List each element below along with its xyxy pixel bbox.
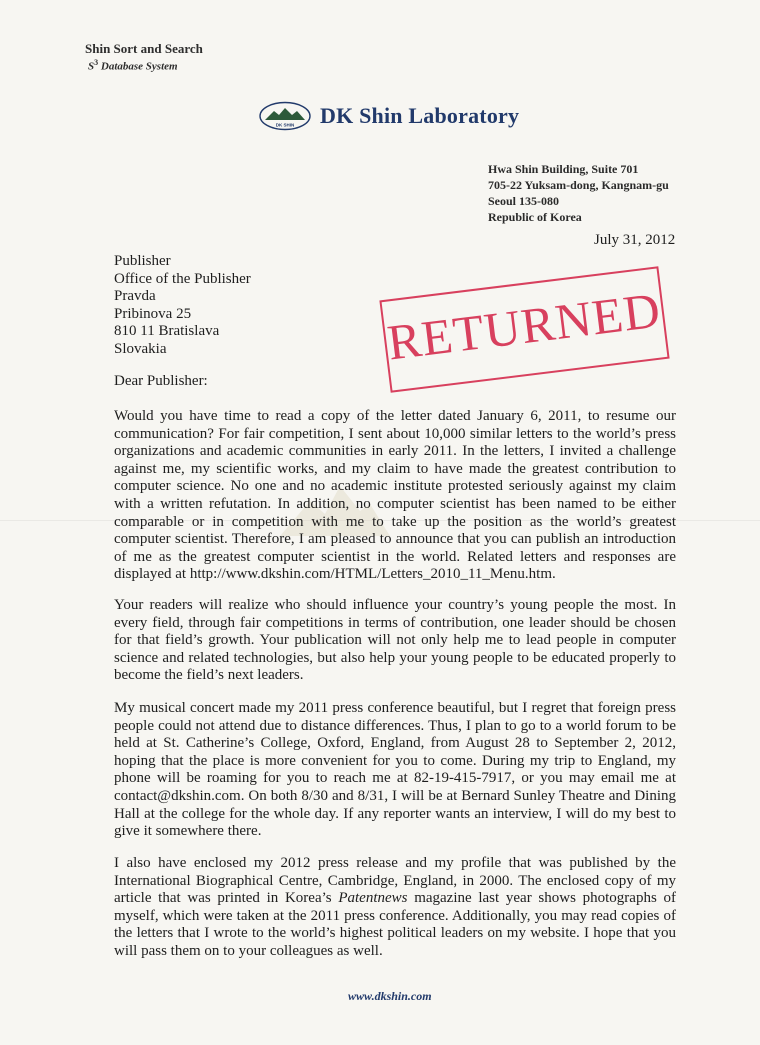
lab-name: DK Shin Laboratory: [320, 103, 520, 128]
recipient-line: Publisher: [114, 253, 171, 269]
letter-date: July 31, 2012: [594, 232, 676, 248]
body-paragraph-3: My musical concert made my 2011 press conference beautiful, but I regret that foreign press people could not attend due to distance differences. Thus, I plan to go to a world forum to be held at St. Catherine’s College, Oxford, England, from August 28 to September 2, 2012, hoping that the place is more convenient for you to come. During my trip to England, my phone will be roaming for you to reach me at 82-19-415-7917, or you may email me at contact@dkshin.com. On both 8/30 and 8/31, I will be at Bernard Sunley Theatre and Dining Hall at the college for the whole day. If any reporter wants an interview, I will do my best to give it somewhere there.: [114, 700, 676, 840]
sender-address: [488, 161, 669, 225]
address-line: Seoul 135-080: [488, 194, 560, 208]
recipient-address: [114, 253, 251, 359]
system-name: Shin Sort and Search: [85, 41, 203, 56]
returned-stamp: [379, 266, 669, 393]
recipient-line: Pribinova 25: [114, 305, 192, 322]
address-line: Republic of Korea: [488, 210, 582, 224]
mountain-logo-icon: [259, 101, 311, 131]
salutation: Dear Publisher:: [114, 373, 208, 389]
address-line: 705-22 Yuksam-dong, Kangnam-gu: [488, 178, 669, 192]
body-paragraph-1: Would you have time to read a copy of the letter dated January 6, 2011, to resume our communication? For fair competition, I sent about 10,000 similar letters to the world’s press organizations and academic communities in early 2011. In the letters, I invited a challenge against me, my scientific works, and my claim to have made the greatest contribution to computer science. No one and no academic institute protested seriously against my claim with a written refutation. In addition, no computer scientist has been named to be either comparable or in competition with me to take up the position as the world’s greatest computer scientist. Therefore, I am pleased to announce that you can publish an introduction of me as the greatest computer scientist in the world. Related letters and responses are displayed at http://www.dkshin.com/HTML/Letters_2010_11_Menu.htm.: [114, 408, 676, 583]
stamp-text: RETURNED: [384, 281, 664, 371]
lab-header: [259, 101, 519, 131]
recipient-line: Office of the Publisher: [114, 270, 251, 287]
system-subtitle: $S^3$ Database System: [88, 58, 178, 73]
recipient-line: Slovakia: [114, 340, 167, 357]
system-branding: [85, 41, 203, 73]
body-paragraph-2: Your readers will realize who should influence your country’s young people the most. In every field, through fair competitions in terms of contribution, one leader should be chosen for that field’s growth. Your publication will not only help me to lead people in computer science and related technologies, but also help your young people to be educated properly to become the field’s next leaders.: [114, 597, 676, 684]
logo-caption: DK SHIN: [275, 122, 295, 128]
body-paragraph-4: I also have enclosed my 2012 press release and my profile that was published by the International Biographical Centre, Cambridge, England, in 2000. The enclosed copy of my article that was printed in Korea’s Patentnews magazine last year shows photographs of myself, which were taken at the 2011 press conference. Additionally, you may read copies of the letters that I wrote to the world’s highest political leaders on my website. I hope that you will pass them on to your colleagues as well.: [114, 855, 676, 959]
recipient-line: 810 11 Bratislava: [114, 323, 220, 340]
address-line: Hwa Shin Building, Suite 701: [488, 162, 639, 176]
recipient-line: Pravda: [114, 288, 156, 305]
footer-website: www.dkshin.com: [348, 989, 432, 1003]
magazine-title: Patentnews: [338, 890, 408, 907]
